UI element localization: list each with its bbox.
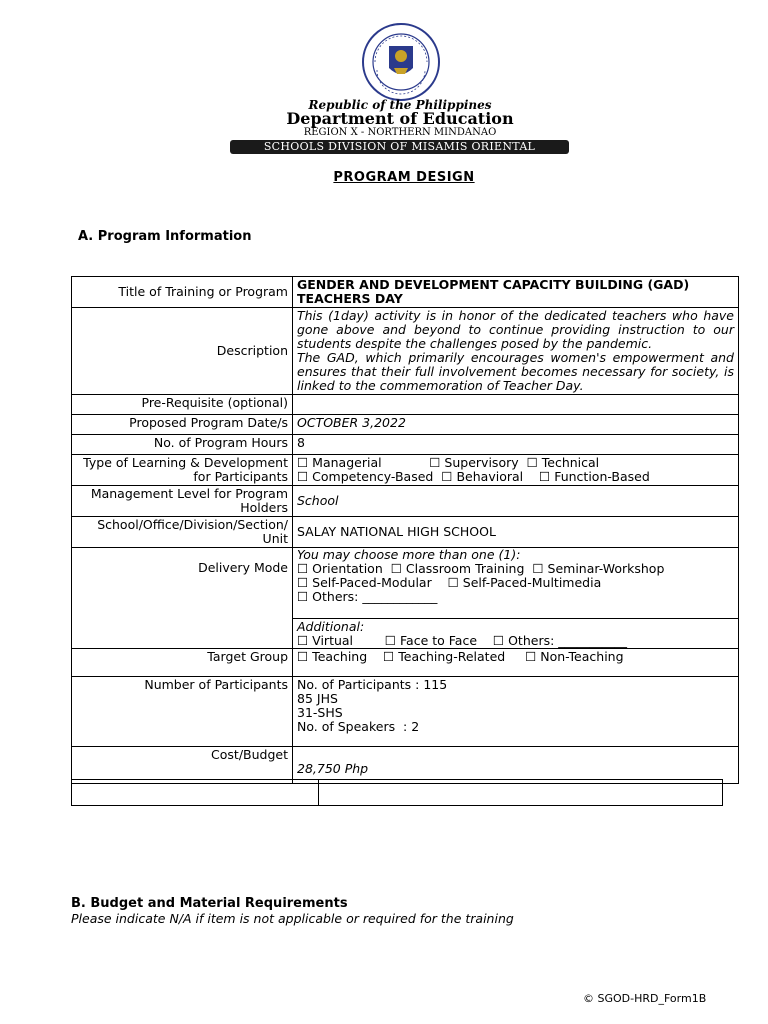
- delivery-label: Delivery Mode: [72, 548, 293, 649]
- type-value: [293, 455, 739, 486]
- form-code-footer: © SGOD-HRD_Form1B: [583, 992, 707, 1005]
- dates-label: Proposed Program Date/s: [72, 415, 293, 435]
- table-row: [72, 747, 739, 784]
- budget-value: 28,750 Php: [293, 747, 739, 784]
- table-row: [72, 395, 739, 415]
- table-row: [72, 548, 739, 649]
- empty-table-row: [71, 779, 723, 806]
- participants-value: [293, 677, 739, 747]
- program-info-table: [71, 276, 739, 784]
- participants-jhs: 85 JHS: [297, 691, 338, 706]
- mgmt-value: School: [293, 486, 739, 517]
- participants-speakers: No. of Speakers : 2: [297, 719, 420, 734]
- delivery-options-line-3: ☐ Others: ____________: [297, 589, 438, 604]
- delivery-additional-label: Additional:: [297, 619, 365, 634]
- table-row: [72, 455, 739, 486]
- deped-seal-logo: [361, 22, 441, 102]
- table-row: [72, 677, 739, 747]
- budget-label: Cost/Budget: [72, 747, 293, 784]
- table-row: [72, 435, 739, 455]
- document-title: PROGRAM DESIGN: [333, 170, 475, 185]
- type-options-line-1: ☐ Managerial ☐ Supervisory ☐ Technical: [297, 455, 600, 470]
- unit-label: School/Office/Division/Section/ Unit: [72, 517, 293, 548]
- hours-value: 8: [293, 435, 739, 455]
- description-paragraph-1: This (1day) activity is in honor of the dedicated teachers who have gone above and beyond to continue providing instruction to our students despite the challenges posed by the pandemic.: [297, 308, 734, 351]
- table-row: [72, 486, 739, 517]
- participants-total: No. of Participants : 115: [297, 677, 448, 692]
- department-label: Department of Education: [286, 109, 514, 128]
- participants-label: Number of Participants: [72, 677, 293, 747]
- table-row: [72, 517, 739, 548]
- prereq-value: [293, 395, 739, 415]
- description-value: [293, 308, 739, 395]
- unit-value: SALAY NATIONAL HIGH SCHOOL: [293, 517, 739, 548]
- delivery-options-line-1: ☐ Orientation ☐ Classroom Training ☐ Seminar-Workshop: [297, 561, 665, 576]
- participants-shs: 31-SHS: [297, 705, 343, 720]
- title-label: Title of Training or Program: [72, 277, 293, 308]
- description-label: Description: [72, 308, 293, 395]
- table-row: [72, 308, 739, 395]
- target-label: Target Group: [72, 649, 293, 677]
- description-paragraph-2: The GAD, which primarily encourages women's empowerment and ensures that their full involvement becomes necessary for society, is linked to the commemoration of Teacher Day.: [297, 350, 734, 393]
- section-a-heading: A. Program Information: [78, 229, 252, 244]
- table-row: [72, 415, 739, 435]
- type-options-line-2: ☐ Competency-Based ☐ Behavioral ☐ Function-Based: [297, 469, 650, 484]
- empty-row-divider: [318, 779, 319, 806]
- section-b-heading: B. Budget and Material Requirements: [71, 896, 348, 911]
- delivery-options-line-2: ☐ Self-Paced-Modular ☐ Self-Paced-Multimedia: [297, 575, 602, 590]
- division-banner: SCHOOLS DIVISION OF MISAMIS ORIENTAL: [230, 140, 569, 154]
- delivery-intro: You may choose more than one (1):: [297, 547, 521, 562]
- hours-label: No. of Program Hours: [72, 435, 293, 455]
- section-b-note: Please indicate N/A if item is not applicable or required for the training: [71, 911, 514, 926]
- target-value: ☐ Teaching ☐ Teaching-Related ☐ Non-Teaching: [293, 649, 739, 677]
- mgmt-label: Management Level for Program Holders: [72, 486, 293, 517]
- title-value: GENDER AND DEVELOPMENT CAPACITY BUILDING (GAD) TEACHERS DAY: [293, 277, 739, 308]
- dates-value: OCTOBER 3,2022: [293, 415, 739, 435]
- region-label: REGION X - NORTHERN MINDANAO: [303, 127, 497, 138]
- delivery-value: [293, 548, 739, 649]
- delivery-options-line-4: ☐ Virtual ☐ Face to Face ☐ Others: ___________: [297, 633, 628, 648]
- table-row: [72, 277, 739, 308]
- prereq-label: Pre-Requisite (optional): [72, 395, 293, 415]
- republic-label: Republic of the Philippines: [308, 98, 492, 112]
- table-row: [72, 649, 739, 677]
- type-label: Type of Learning & Development for Participants: [72, 455, 293, 486]
